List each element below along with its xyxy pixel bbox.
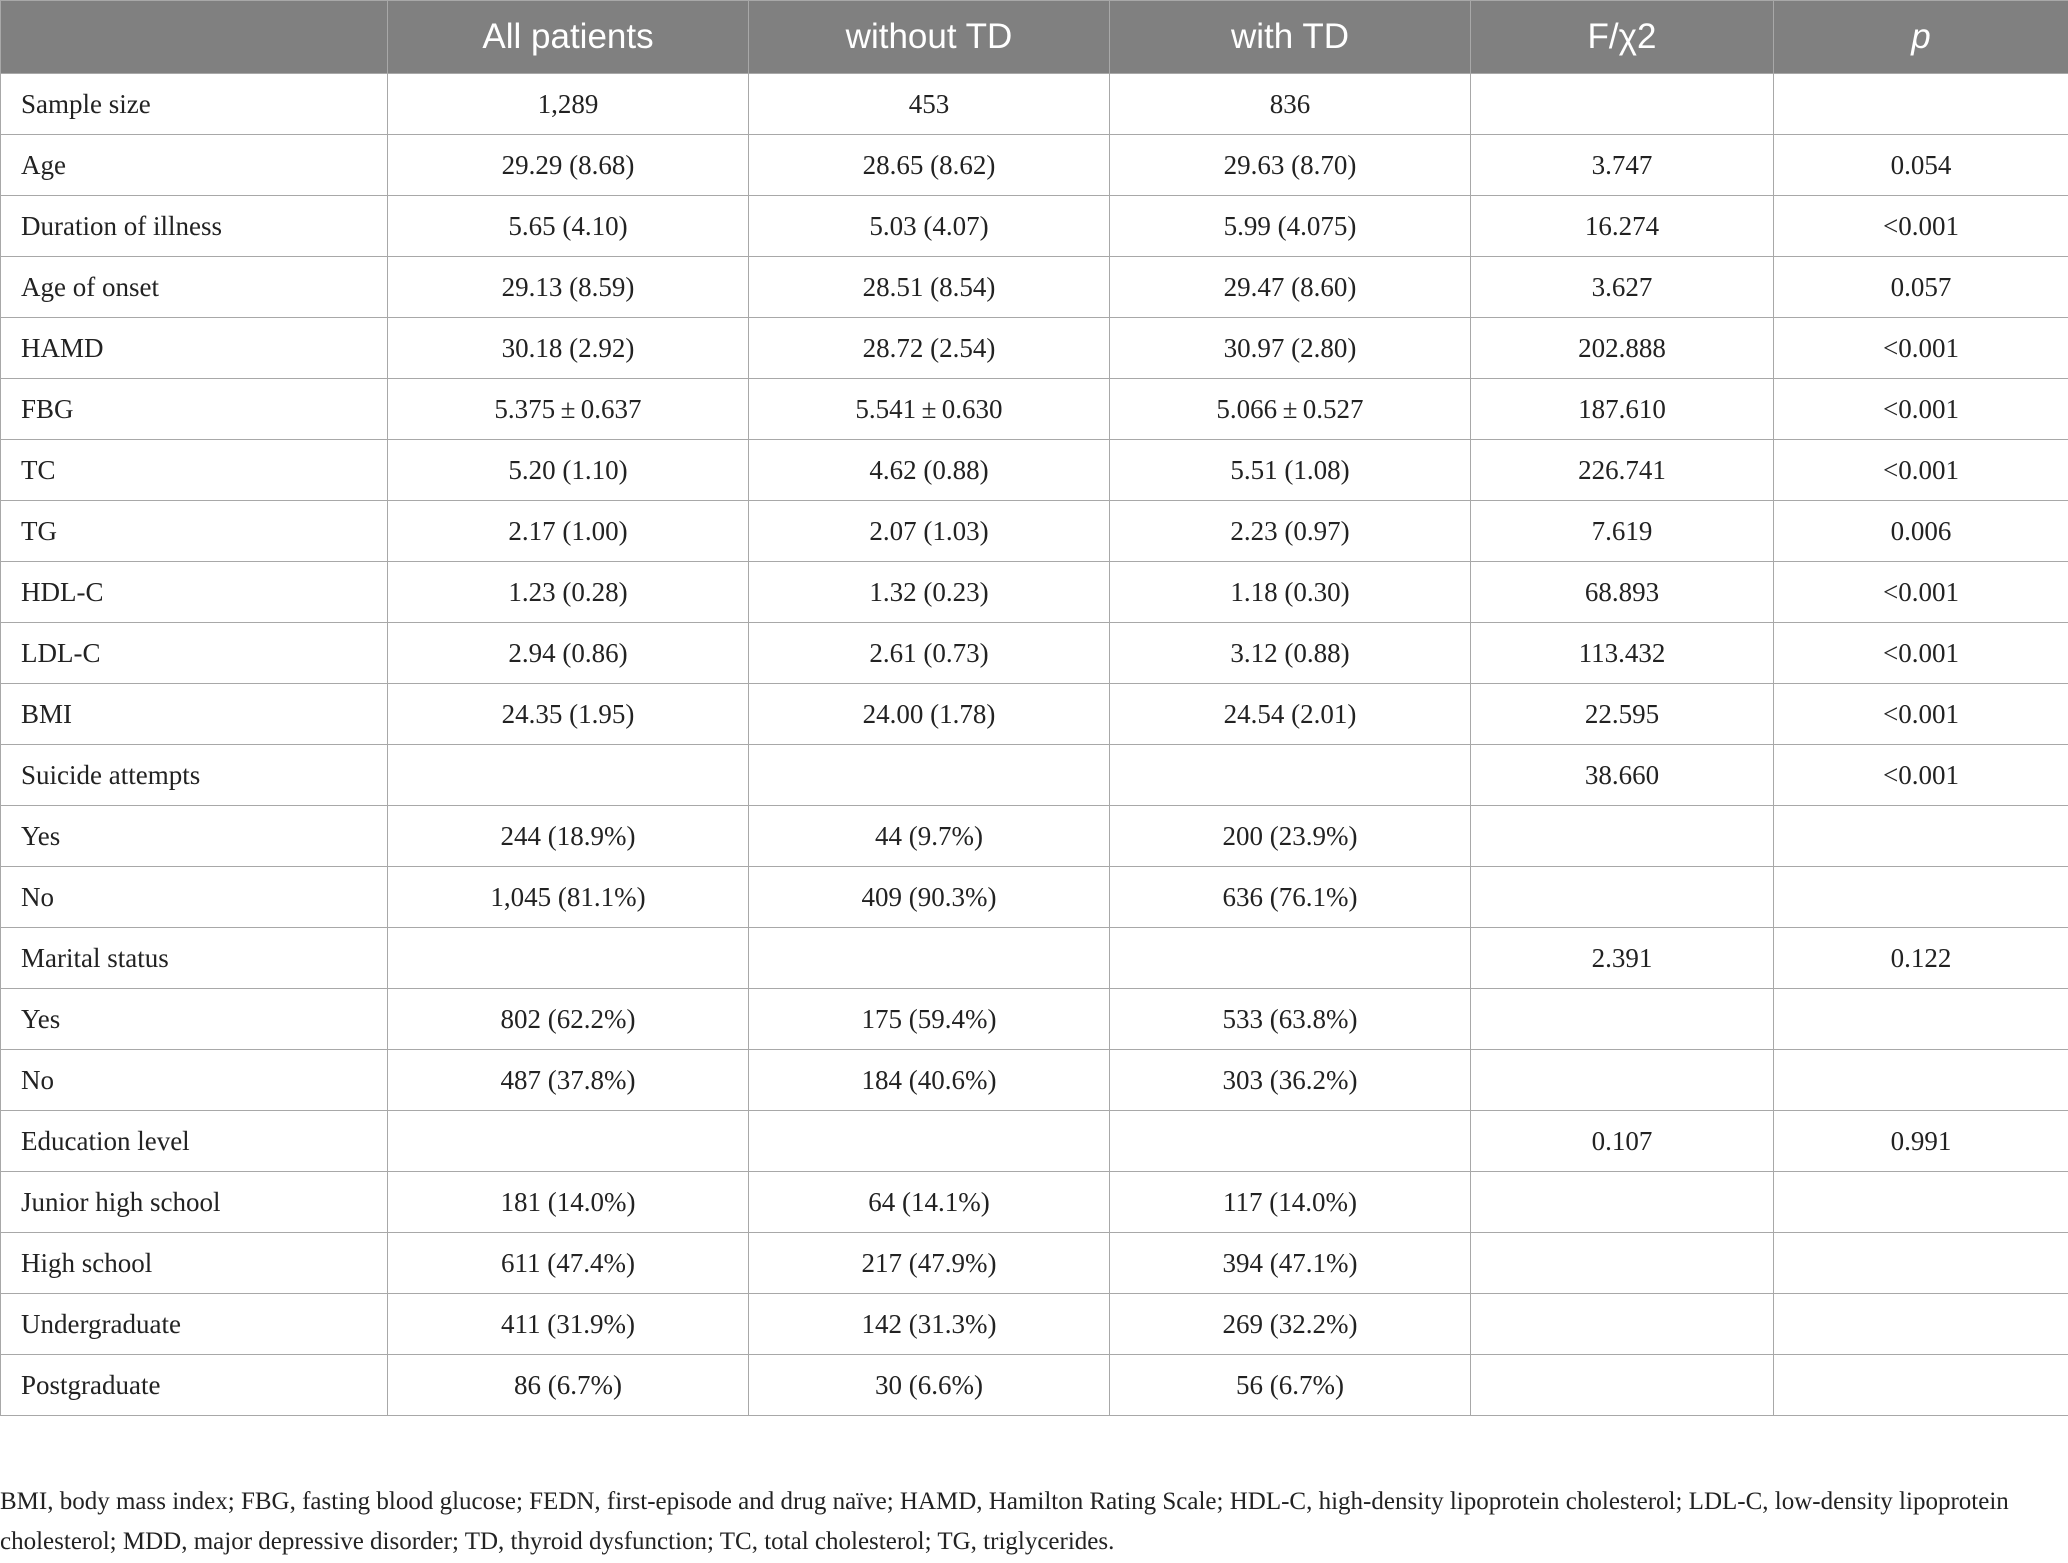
header-cell-with-td: with TD [1110,1,1471,74]
cell-statistic [1471,1050,1774,1111]
cell-variable: TC [1,440,388,501]
cell-all-patients: 611 (47.4%) [388,1233,749,1294]
table-row [1,1050,2068,1111]
cell-all-patients [388,928,749,989]
cell-all-patients: 5.375 ± 0.637 [388,379,749,440]
cell-without-td: 64 (14.1%) [749,1172,1110,1233]
cell-with-td: 836 [1110,74,1471,135]
cell-variable: Age of onset [1,257,388,318]
cell-with-td: 56 (6.7%) [1110,1355,1471,1416]
cell-p-value: <0.001 [1774,440,2068,501]
cell-p-value [1774,1294,2068,1355]
cell-variable: Junior high school [1,1172,388,1233]
cell-statistic [1471,1172,1774,1233]
cell-p-value [1774,1355,2068,1416]
cell-p-value [1774,1233,2068,1294]
cell-statistic: 202.888 [1471,318,1774,379]
cell-with-td: 200 (23.9%) [1110,806,1471,867]
table-row [1,379,2068,440]
cell-statistic: 16.274 [1471,196,1774,257]
table-row [1,562,2068,623]
cell-statistic: 3.747 [1471,135,1774,196]
cell-statistic: 68.893 [1471,562,1774,623]
table-row [1,501,2068,562]
cell-variable: FBG [1,379,388,440]
cell-with-td: 117 (14.0%) [1110,1172,1471,1233]
cell-variable: BMI [1,684,388,745]
cell-all-patients: 1,289 [388,74,749,135]
cell-statistic: 113.432 [1471,623,1774,684]
cell-statistic: 0.107 [1471,1111,1774,1172]
cell-statistic: 7.619 [1471,501,1774,562]
table-row [1,318,2068,379]
cell-with-td: 5.99 (4.075) [1110,196,1471,257]
table-row [1,867,2068,928]
cell-p-value: <0.001 [1774,379,2068,440]
cell-without-td: 1.32 (0.23) [749,562,1110,623]
cell-with-td: 30.97 (2.80) [1110,318,1471,379]
header-cell-variable [1,1,388,74]
cell-with-td: 2.23 (0.97) [1110,501,1471,562]
cell-without-td [749,1111,1110,1172]
cell-statistic: 22.595 [1471,684,1774,745]
cell-p-value: 0.057 [1774,257,2068,318]
header-cell-without-td: without TD [749,1,1110,74]
header-row [1,1,2068,74]
cell-without-td: 28.72 (2.54) [749,318,1110,379]
cell-all-patients [388,745,749,806]
table-body [1,74,2068,1416]
cell-all-patients: 2.94 (0.86) [388,623,749,684]
table-row [1,989,2068,1050]
cell-statistic: 38.660 [1471,745,1774,806]
cell-with-td: 1.18 (0.30) [1110,562,1471,623]
cell-without-td [749,928,1110,989]
table-row [1,1355,2068,1416]
cell-without-td: 175 (59.4%) [749,989,1110,1050]
cell-all-patients: 5.20 (1.10) [388,440,749,501]
cell-variable: Yes [1,989,388,1050]
cell-p-value [1774,867,2068,928]
cell-variable: Age [1,135,388,196]
cell-statistic [1471,1233,1774,1294]
table-row [1,135,2068,196]
cell-p-value [1774,1050,2068,1111]
cell-p-value [1774,1172,2068,1233]
cell-p-value: <0.001 [1774,623,2068,684]
table-row [1,1233,2068,1294]
cell-without-td: 453 [749,74,1110,135]
table-row [1,806,2068,867]
header-cell-statistic: F/χ2 [1471,1,1774,74]
cell-variable: Education level [1,1111,388,1172]
cell-all-patients: 411 (31.9%) [388,1294,749,1355]
cell-p-value: <0.001 [1774,318,2068,379]
cell-statistic [1471,806,1774,867]
cell-p-value: 0.991 [1774,1111,2068,1172]
cell-p-value [1774,806,2068,867]
cell-without-td: 5.541 ± 0.630 [749,379,1110,440]
table-row [1,623,2068,684]
cell-without-td: 409 (90.3%) [749,867,1110,928]
cell-without-td: 5.03 (4.07) [749,196,1110,257]
cell-variable: Duration of illness [1,196,388,257]
cell-variable: Suicide attempts [1,745,388,806]
table-footnote: BMI, body mass index; FBG, fasting blood glucose; FEDN, first-episode and drug naïve; HAMD, Hamilton Rating Scale; HDL-C, high-density lipoprotein cholesterol; LDL-C, low-density lipoprotein cholesterol; MDD, major depressive disorder; TD, thyroid dysfunction; TC, total cholesterol; TG, triglycerides. [0,1488,2009,1555]
cell-with-td [1110,928,1471,989]
cell-all-patients: 487 (37.8%) [388,1050,749,1111]
cell-p-value [1774,989,2068,1050]
cell-variable: Marital status [1,928,388,989]
cell-statistic [1471,1294,1774,1355]
cell-without-td [749,745,1110,806]
table-row [1,1294,2068,1355]
cell-all-patients: 24.35 (1.95) [388,684,749,745]
cell-p-value: 0.054 [1774,135,2068,196]
cell-with-td: 29.63 (8.70) [1110,135,1471,196]
cell-with-td: 5.51 (1.08) [1110,440,1471,501]
cell-all-patients [388,1111,749,1172]
cell-p-value: 0.122 [1774,928,2068,989]
cell-all-patients: 244 (18.9%) [388,806,749,867]
cell-without-td: 28.65 (8.62) [749,135,1110,196]
cell-without-td: 142 (31.3%) [749,1294,1110,1355]
cell-p-value [1774,74,2068,135]
cell-with-td: 394 (47.1%) [1110,1233,1471,1294]
cell-variable: Undergraduate [1,1294,388,1355]
cell-with-td: 3.12 (0.88) [1110,623,1471,684]
cell-without-td: 184 (40.6%) [749,1050,1110,1111]
cell-with-td: 5.066 ± 0.527 [1110,379,1471,440]
table-row [1,1172,2068,1233]
cell-with-td: 533 (63.8%) [1110,989,1471,1050]
cell-with-td: 24.54 (2.01) [1110,684,1471,745]
cell-all-patients: 30.18 (2.92) [388,318,749,379]
cell-without-td: 2.07 (1.03) [749,501,1110,562]
cell-with-td: 269 (32.2%) [1110,1294,1471,1355]
cell-statistic [1471,74,1774,135]
cell-p-value: <0.001 [1774,684,2068,745]
table-row [1,257,2068,318]
cell-with-td: 303 (36.2%) [1110,1050,1471,1111]
cell-statistic: 187.610 [1471,379,1774,440]
header-cell-p-value: p [1774,1,2068,74]
cell-statistic [1471,989,1774,1050]
cell-variable: HAMD [1,318,388,379]
cell-variable: Sample size [1,74,388,135]
table-row [1,928,2068,989]
cell-p-value: <0.001 [1774,745,2068,806]
cell-statistic: 3.627 [1471,257,1774,318]
cell-all-patients: 1.23 (0.28) [388,562,749,623]
cell-all-patients: 5.65 (4.10) [388,196,749,257]
cell-all-patients: 29.29 (8.68) [388,135,749,196]
table-row [1,74,2068,135]
cell-variable: No [1,867,388,928]
table-row [1,440,2068,501]
cell-p-value: 0.006 [1774,501,2068,562]
cell-all-patients: 1,045 (81.1%) [388,867,749,928]
cell-statistic: 226.741 [1471,440,1774,501]
cell-variable: High school [1,1233,388,1294]
cell-variable: Yes [1,806,388,867]
cell-variable: Postgraduate [1,1355,388,1416]
cell-without-td: 44 (9.7%) [749,806,1110,867]
cell-all-patients: 181 (14.0%) [388,1172,749,1233]
cell-p-value: <0.001 [1774,196,2068,257]
cell-without-td: 2.61 (0.73) [749,623,1110,684]
table-row [1,684,2068,745]
cell-variable: HDL-C [1,562,388,623]
cell-without-td: 28.51 (8.54) [749,257,1110,318]
header-cell-all-patients: All patients [388,1,749,74]
cell-p-value: <0.001 [1774,562,2068,623]
cell-with-td: 29.47 (8.60) [1110,257,1471,318]
cell-all-patients: 86 (6.7%) [388,1355,749,1416]
cell-variable: TG [1,501,388,562]
cell-without-td: 4.62 (0.88) [749,440,1110,501]
cell-without-td: 24.00 (1.78) [749,684,1110,745]
cell-all-patients: 2.17 (1.00) [388,501,749,562]
table-row [1,745,2068,806]
cell-all-patients: 802 (62.2%) [388,989,749,1050]
cell-all-patients: 29.13 (8.59) [388,257,749,318]
cell-without-td: 30 (6.6%) [749,1355,1110,1416]
table-row [1,1111,2068,1172]
cell-without-td: 217 (47.9%) [749,1233,1110,1294]
cell-variable: No [1,1050,388,1111]
cell-variable: LDL-C [1,623,388,684]
cell-statistic [1471,1355,1774,1416]
cell-with-td [1110,1111,1471,1172]
cell-with-td: 636 (76.1%) [1110,867,1471,928]
cell-statistic [1471,867,1774,928]
table-row [1,196,2068,257]
cell-with-td [1110,745,1471,806]
cell-statistic: 2.391 [1471,928,1774,989]
